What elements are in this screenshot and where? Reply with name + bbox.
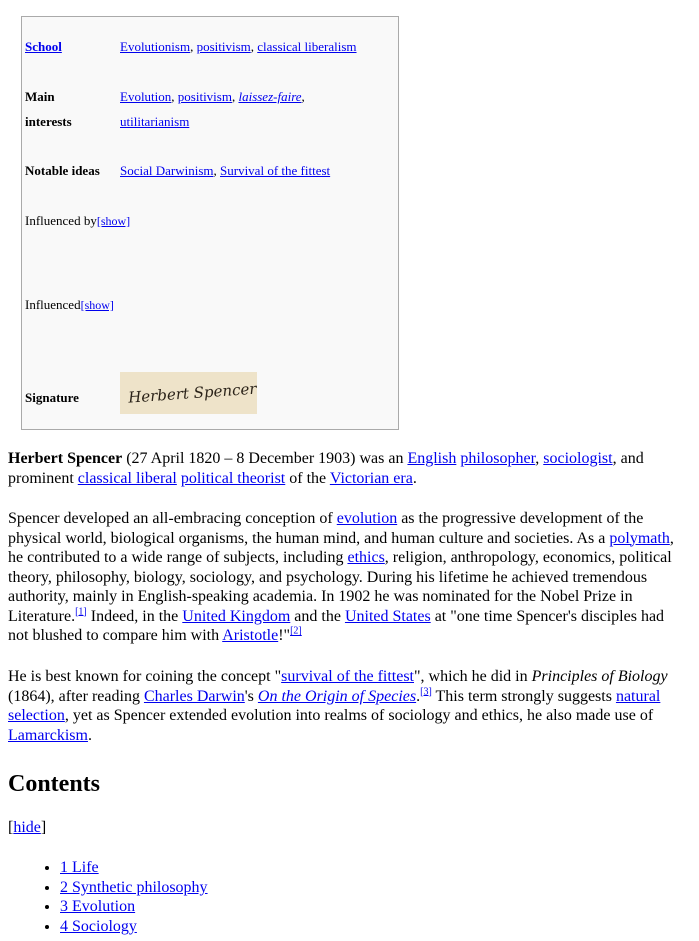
signature-handwriting xyxy=(120,372,257,414)
influenced-by-show-link[interactable]: [show] xyxy=(96,214,131,228)
laissez-faire-link[interactable]: laissez-faire xyxy=(238,89,302,104)
signature-text: Herbert Spencer xyxy=(127,379,257,407)
influenced-by-row xyxy=(25,208,130,234)
toc-item-evolution[interactable]: 3 Evolution xyxy=(60,898,136,916)
subject-name: Herbert Spencer xyxy=(8,450,123,467)
evolution-interest-link[interactable]: Evolution xyxy=(120,89,172,104)
school-label[interactable] xyxy=(25,34,62,59)
school-values: Evolutionism, positivism, classical liberalism xyxy=(120,39,357,54)
influenced-show-link[interactable]: [show] xyxy=(80,298,114,312)
lamarckism-link[interactable]: Lamarckism xyxy=(8,726,88,744)
signature-image xyxy=(120,372,257,414)
united-states-link[interactable]: United States xyxy=(344,607,431,625)
influenced-by-label: Influenced by xyxy=(25,213,97,228)
toc-hide-control: [hide] xyxy=(8,819,47,836)
influenced-row xyxy=(25,292,114,318)
charles-darwin-link[interactable]: Charles Darwin xyxy=(143,687,245,705)
principles-title: Principles of Biology xyxy=(531,668,668,685)
contents-heading: Contents xyxy=(8,771,101,797)
social-darwinism-link[interactable]: Social Darwinism xyxy=(120,163,214,178)
utilitarianism-link[interactable]: utilitarianism xyxy=(120,114,190,129)
toc-item xyxy=(60,917,208,937)
signature-label: Signature xyxy=(25,390,79,405)
toc-hide-link[interactable]: hide xyxy=(13,819,41,836)
toc-item-synthetic-philosophy[interactable]: 2 Synthetic philosophy xyxy=(60,878,208,896)
survival-of-the-fittest-link[interactable]: Survival of the fittest xyxy=(220,163,331,178)
political-theorist-link[interactable]: political theorist xyxy=(180,469,286,487)
toc-item xyxy=(60,897,208,917)
survival-link[interactable]: survival of the fittest xyxy=(281,668,414,685)
development-paragraph: Spencer developed an all-embracing conception of evolution as the progressive development of the physical world, biological organisms, the human mind, and human culture and societies. As a polymath, he contributed to a wide range of subjects, including ethics, religion, anthropology, economics, political theory, philosophy, biology, sociology, and psychology. During his lifetime he achieved tremendous authority, mainly in English-speaking academia. In 1902 he was nominated for the Nobel Prize in Literature.[1] Indeed, in the United Kingdom and the United States at "one time Spencer's disciples had not blushed to compare him with Aristotle!"[2] xyxy=(8,510,674,644)
classical-liberalism-link[interactable]: classical liberalism xyxy=(257,39,357,54)
ref-1-link[interactable]: [1] xyxy=(75,606,87,618)
evolution-link[interactable]: evolution xyxy=(336,510,398,527)
infobox xyxy=(21,16,399,430)
toc-list xyxy=(8,858,208,937)
main-interests-label: Main interests xyxy=(25,89,72,129)
united-kingdom-link[interactable]: United Kingdom xyxy=(182,607,291,625)
influenced-label: Influenced xyxy=(25,297,81,312)
toc-item xyxy=(60,878,208,898)
ref-2-link[interactable]: [2] xyxy=(290,625,302,637)
toc-item-sociology[interactable]: 4 Sociology xyxy=(60,918,137,936)
notable-ideas-values: Social Darwinism, Survival of the fittest xyxy=(120,163,331,178)
origin-of-species-link[interactable]: On the Origin of Species xyxy=(257,687,417,705)
english-link[interactable]: English xyxy=(407,450,457,467)
victorian-era-link[interactable]: Victorian era xyxy=(329,469,413,487)
aristotle-link[interactable]: Aristotle xyxy=(222,627,279,644)
notable-ideas-label: Notable ideas xyxy=(25,163,100,178)
toc-item xyxy=(60,858,208,878)
positivism-link[interactable]: positivism xyxy=(196,39,251,54)
ethics-link[interactable]: ethics xyxy=(347,549,385,566)
school-link[interactable]: School xyxy=(25,39,62,54)
toc-item-life[interactable]: 1 Life xyxy=(60,859,99,876)
natural-selection-link[interactable]: natural selection xyxy=(8,687,661,724)
survival-paragraph: He is best known for coining the concept "survival of the fittest", which he did in Principles of Biology (1864), after reading Charles Darwin's On the Origin of Species.[3] This term strongly suggests natural selection, yet as Spencer extended evolution into realms of sociology and ethics, he also made use of Lamarckism. xyxy=(8,668,668,744)
intro-paragraph: Herbert Spencer (27 April 1820 – 8 December 1903) was an English philosopher, sociologist, and prominent classical liberal political theorist of the Victorian era. xyxy=(8,450,644,487)
polymath-link[interactable]: polymath xyxy=(609,529,670,547)
philosopher-link[interactable]: philosopher xyxy=(460,450,536,467)
evolutionism-link[interactable]: Evolutionism xyxy=(120,39,191,54)
classical-liberal-link[interactable]: classical liberal xyxy=(77,469,177,487)
sociologist-link[interactable]: sociologist xyxy=(543,450,613,467)
main-interests-values: Evolution, positivism, laissez-faire, utilitarianism xyxy=(120,89,305,129)
ref-3-link[interactable]: [3] xyxy=(420,686,432,698)
positivism-interest-link[interactable]: positivism xyxy=(177,89,232,104)
